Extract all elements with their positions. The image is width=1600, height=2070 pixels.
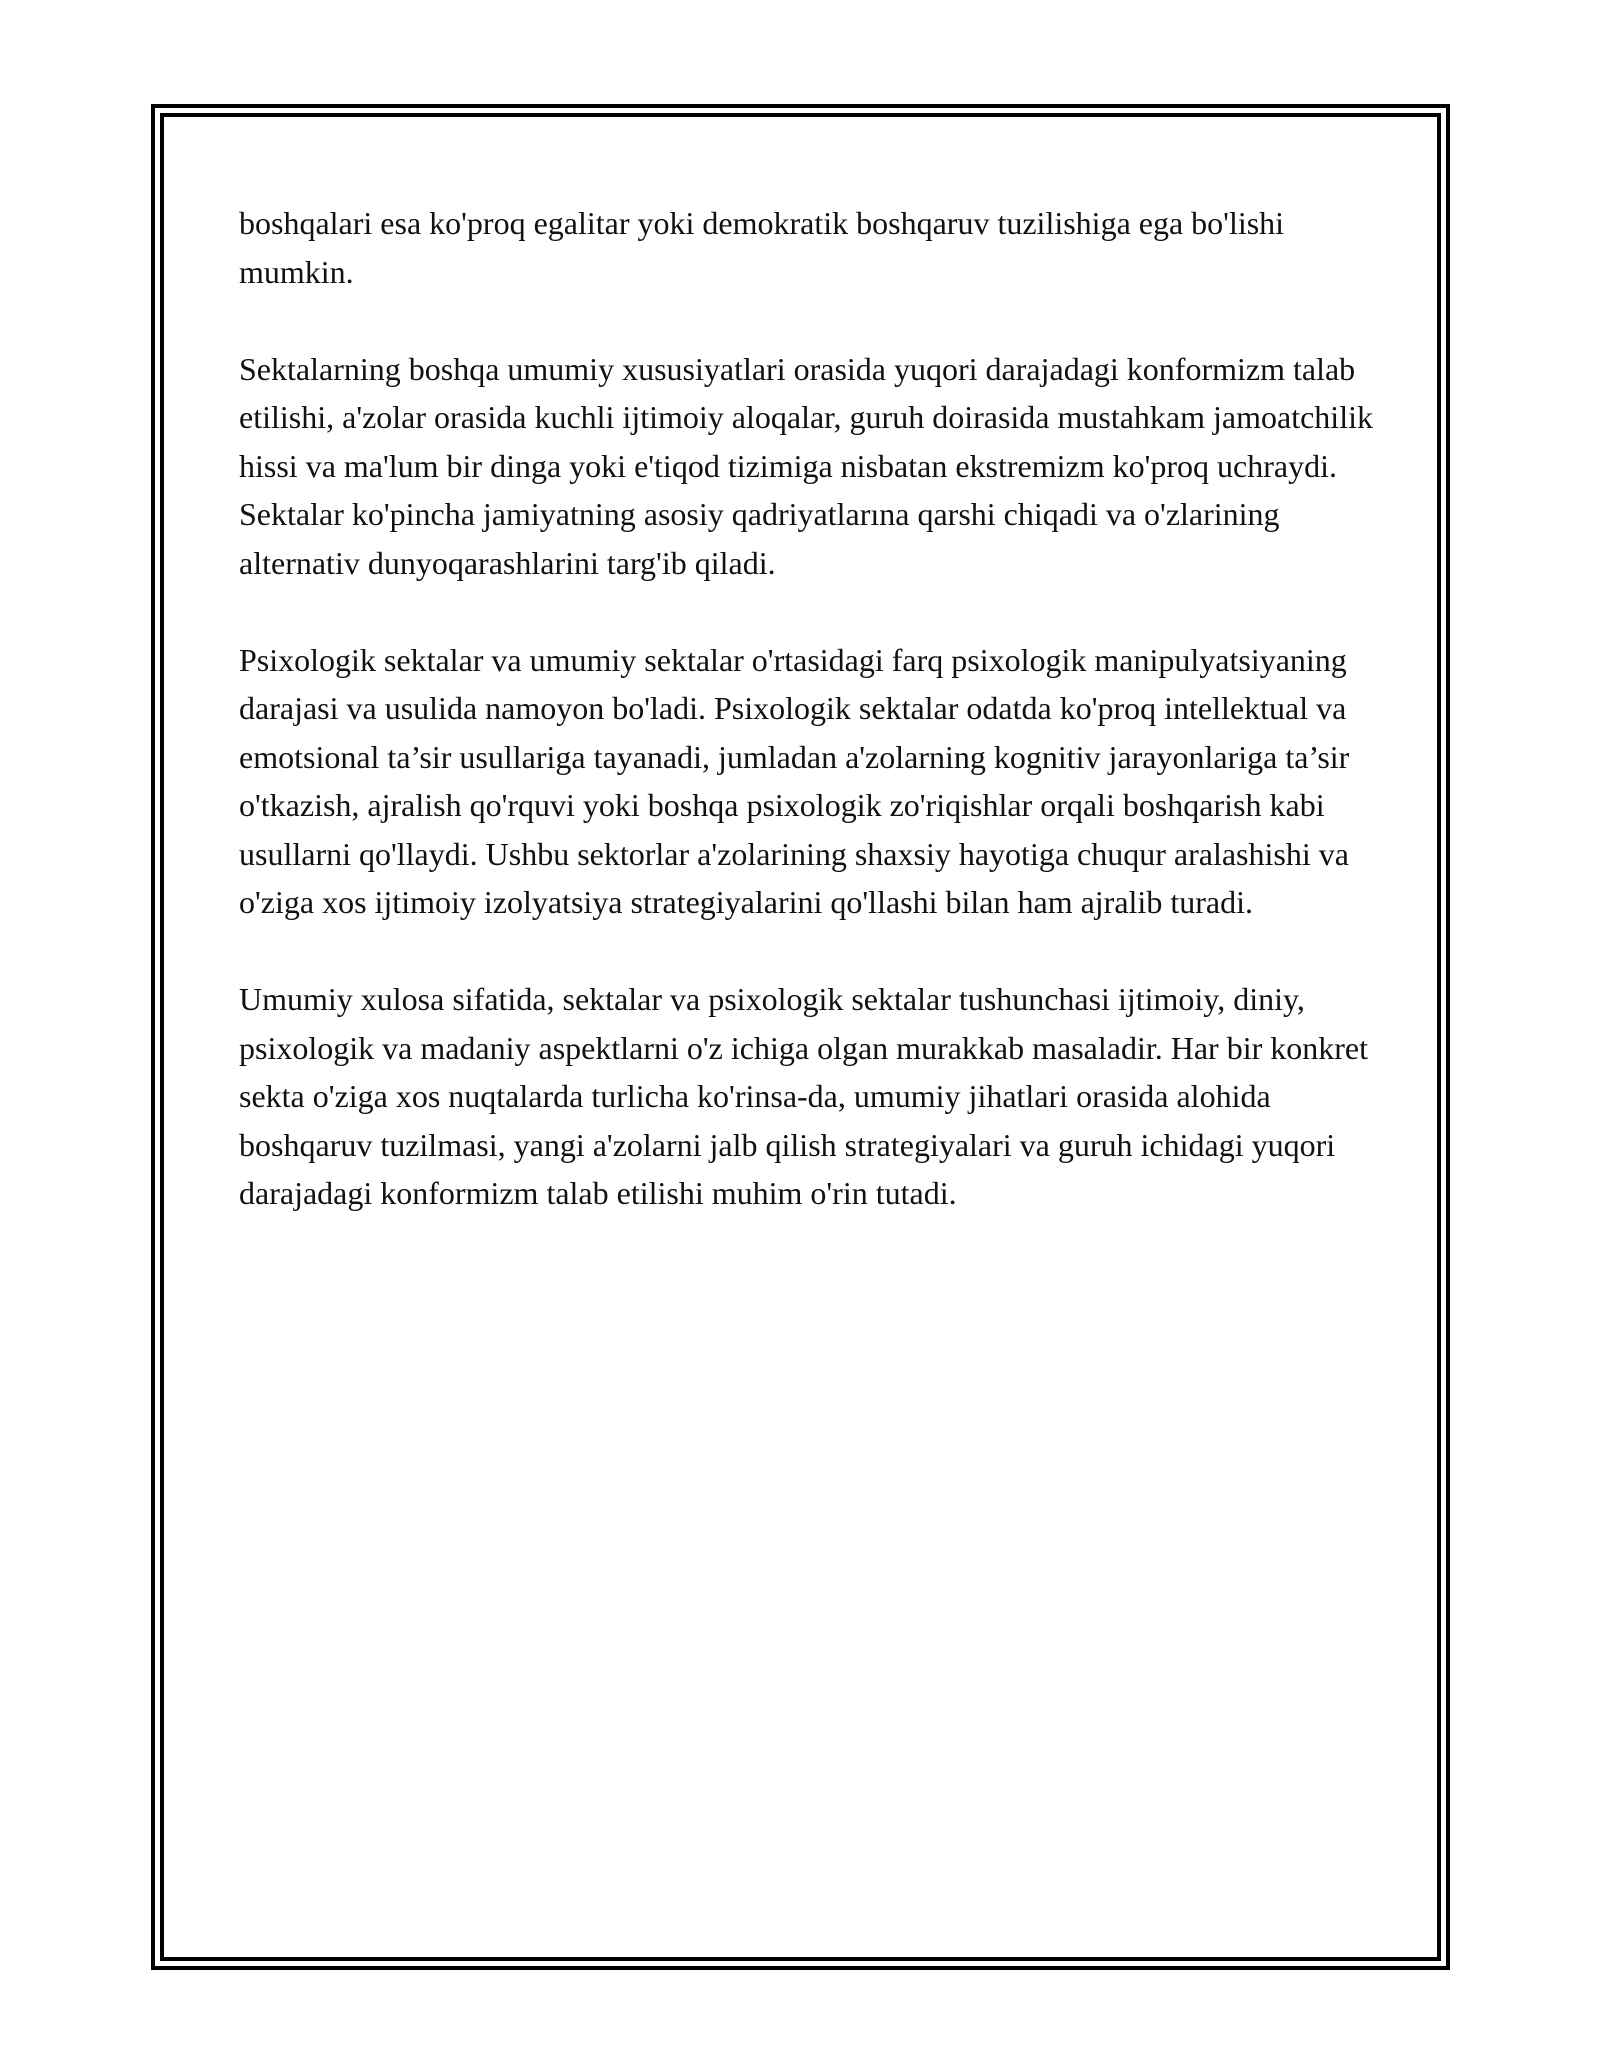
paragraph-3: Psixologik sektalar va umumiy sektalar o'rtasidagi farq psixologik manipulyatsiyaning darajasi va usulida namoyon bo'ladi. Psixologik sektalar odatda ko'proq intellektual va emotsional ta’sir usullariga tayanadi, jumladan a'zolarning kognitiv jarayonlariga ta’sir o'tkazish, ajralish qo'rquvi yoki boshqa psixologik zo'riqishlar orqali boshqarish kabi usullarni qo'llaydi. Ushbu sektorlar a'zolarining shaxsiy hayotiga chuqur aralashishi va o'ziga xos ijtimoiy izolyatsiya strategiyalarini qo'llashi bilan ham ajralib turadi.: [239, 641, 1350, 920]
paragraph-2: Sektalarning boshqa umumiy xususiyatlari orasida yuqori darajadagi konformizm talab etilishi, a'zolar orasida kuchli ijtimoiy aloqalar, guruh doirasida mustahkam jamoatchilik hissi va ma'lum bir dinga yoki e'tiqod tizimiga nisbatan ekstremizm ko'proq uchraydi. Sektalar ko'pincha jamiyatning asosiy qadriyatlarına qarshi chiqadi va o'zlarining alternativ dunyoqarashlarini targ'ib qiladi.: [239, 350, 1373, 581]
paragraph-1: boshqalari esa ko'proq egalitar yoki demokratik boshqaruv tuzilishiga ega bo'lishi mumkin.: [239, 205, 1285, 290]
page-border-outer: [151, 104, 1450, 1970]
document-body: [239, 199, 1389, 1218]
paragraph-4: Umumiy xulosa sifatida, sektalar va psixologik sektalar tushunchasi ijtimoiy, diniy, psixologik va madaniy aspektlarni o'z ichiga olgan murakkab masaladir. Har bir konkret sekta o'ziga xos nuqtalarda turlicha ko'rinsa-da, umumiy jihatlari orasida alohida boshqaruv tuzilmasi, yangi a'zolarni jalb qilish strategiyalari va guruh ichidagi yuqori darajadagi konformizm talab etilishi muhim o'rin tutadi.: [239, 981, 1368, 1211]
page-border-inner: [160, 113, 1441, 1961]
